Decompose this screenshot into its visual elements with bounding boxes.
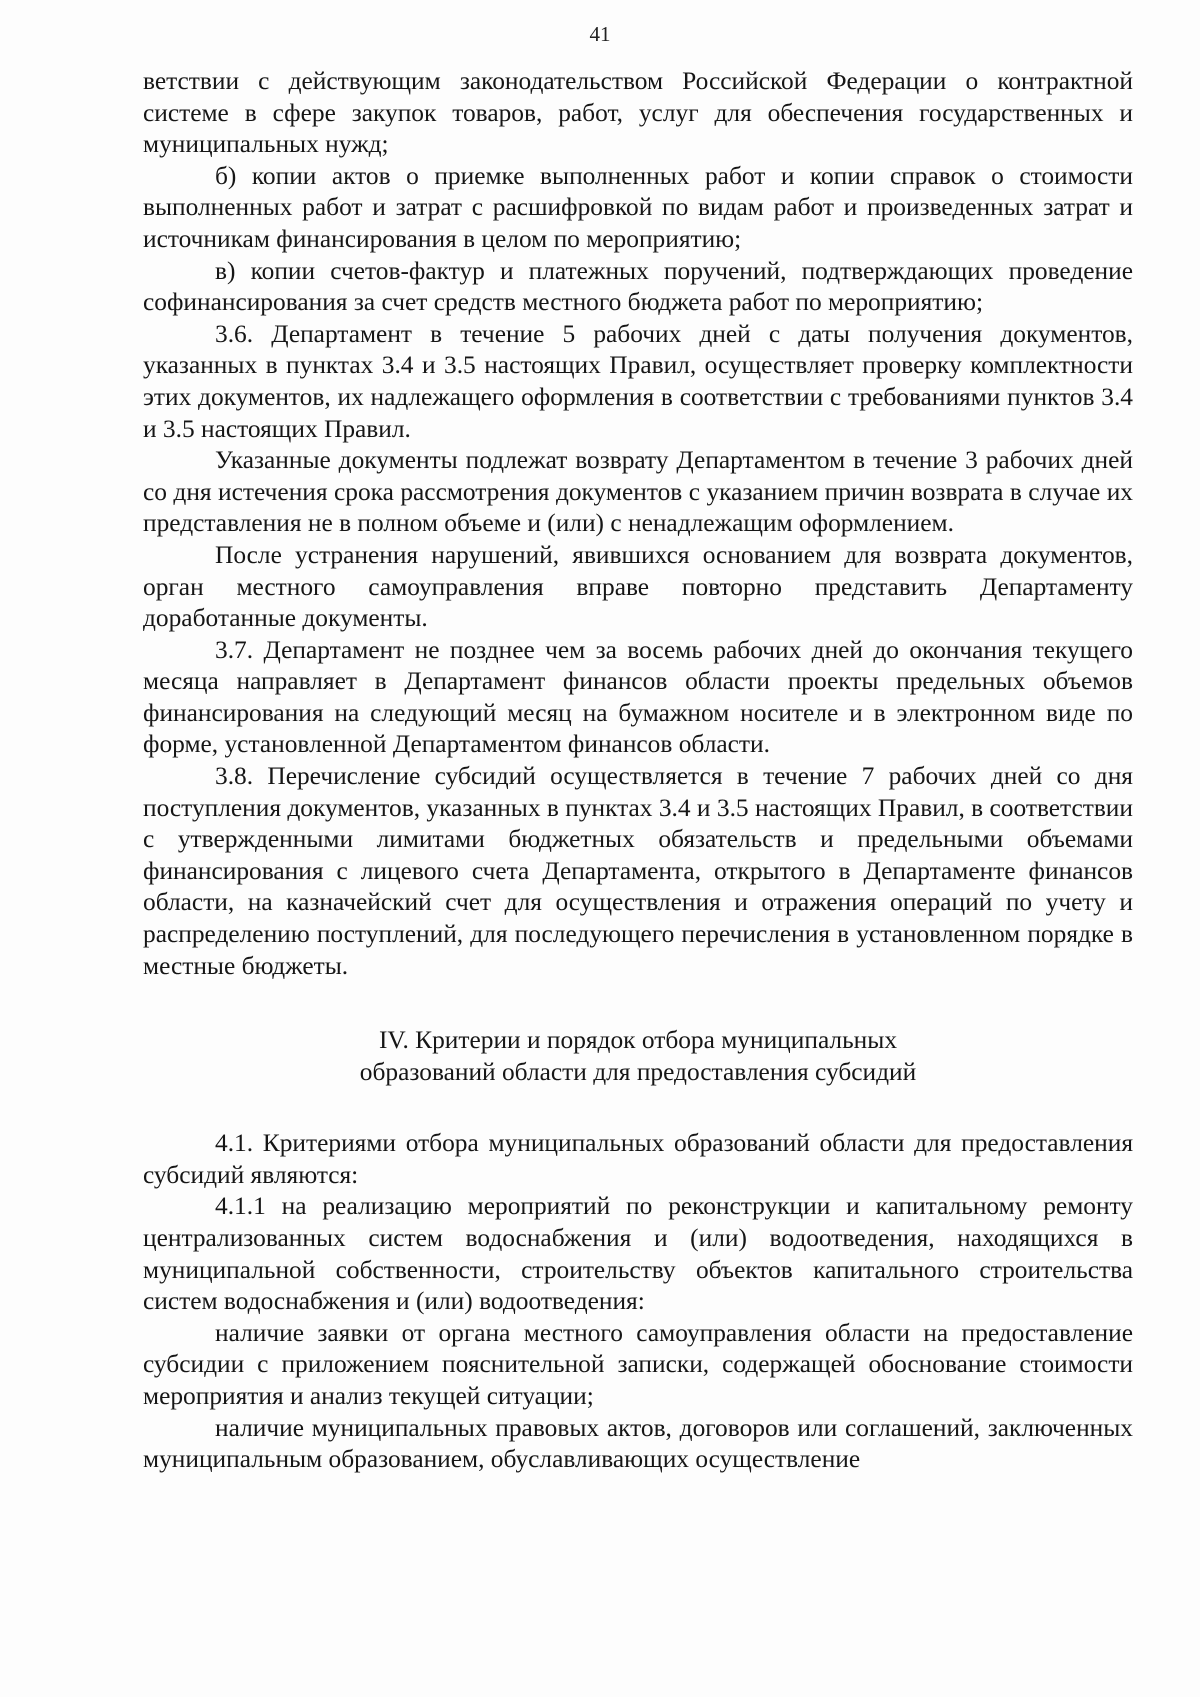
document-body (143, 66, 1133, 1476)
paragraph-application-criterion: наличие заявки от органа местного самоуправления области на предоставление субсидии с приложением пояснительной записки, содержащей обоснование стоимости мероприятия и анализ текущей ситуации; (143, 1318, 1133, 1410)
paragraph-item-b: б) копии актов о приемке выполненных работ и копии справок о стоимости выполненных работ и затрат с расшифровкой по видам работ и произведенных затрат и источникам финансирования в целом по мероприятию; (143, 161, 1133, 253)
paragraph-4-1: 4.1. Критериями отбора муниципальных образований области для предоставления субсидий являются: (143, 1129, 1133, 1189)
paragraph-resubmission: После устранения нарушений, явившихся основанием для возврата документов, орган местного самоуправления вправе повторно представить Департаменту доработанные документы. (143, 540, 1133, 633)
page-number: 41 (589, 22, 611, 46)
paragraph-3-8: 3.8. Перечисление субсидий осуществляется в течение 7 рабочих дней со дня поступления документов, указанных в пунктах 3.4 и 3.5 настоящих Правил, в соответствии с утвержденными лимитами бюджетных обязательств и предельными объемами финансирования с лицевого счета Департамента, открытого в Департаменте финансов области, на казначейский счет для осуществления и отражения операций по учету и распределению поступлений, для последующего перечисления в установленном порядке в местные бюджеты. (143, 762, 1133, 980)
paragraph-item-v: в) копии счетов-фактур и платежных поручений, подтверждающих проведение софинансирования за счет средств местного бюджета работ по мероприятию; (143, 256, 1133, 317)
paragraph-legal-acts-criterion: наличие муниципальных правовых актов, договоров или соглашений, заключенных муниципальным образованием, обуславливающих осуществление (143, 1413, 1133, 1474)
paragraph-continuation: ветствии с действующим законодательством Российской Федерации о контрактной системе в сфере закупок товаров, работ, услуг для обеспечения государственных и муниципальных нужд; (143, 67, 1133, 159)
section-heading-line-1: IV. Критерии и порядок отбора муниципальных (378, 1026, 898, 1055)
paragraph-return-documents: Указанные документы подлежат возврату Департаментом в течение 3 рабочих дней со дня истечения срока рассмотрения документов с указанием причин возврата в случае их представления не в полном объеме и (или) с ненадлежащим оформлением. (143, 446, 1133, 538)
paragraph-4-1-1: 4.1.1 на реализацию мероприятий по реконструкции и капитальному ремонту централизованных систем водоснабжения и (или) водоотведения, находящихся в муниципальной собственности, строительству объектов капитального строительства систем водоснабжения и (или) водоотведения: (143, 1192, 1133, 1316)
section-heading (143, 1024, 1133, 1088)
paragraph-3-7: 3.7. Департамент не позднее чем за восемь рабочих дней до окончания текущего месяца направляет в Департамент финансов области проекты предельных объемов финансирования на следующий месяц на бумажном носителе и в электронном виде по форме, установленной Департаментом финансов области. (143, 635, 1133, 759)
paragraph-3-6: 3.6. Департамент в течение 5 рабочих дней с даты получения документов, указанных в пунктах 3.4 и 3.5 настоящих Правил, осуществляет проверку комплектности этих документов, их надлежащего оформления в соответствии с требованиями пунктов 3.4 и 3.5 настоящих Правил. (143, 319, 1133, 443)
section-heading-line-2: образований области для предоставления субсидий (359, 1058, 917, 1087)
